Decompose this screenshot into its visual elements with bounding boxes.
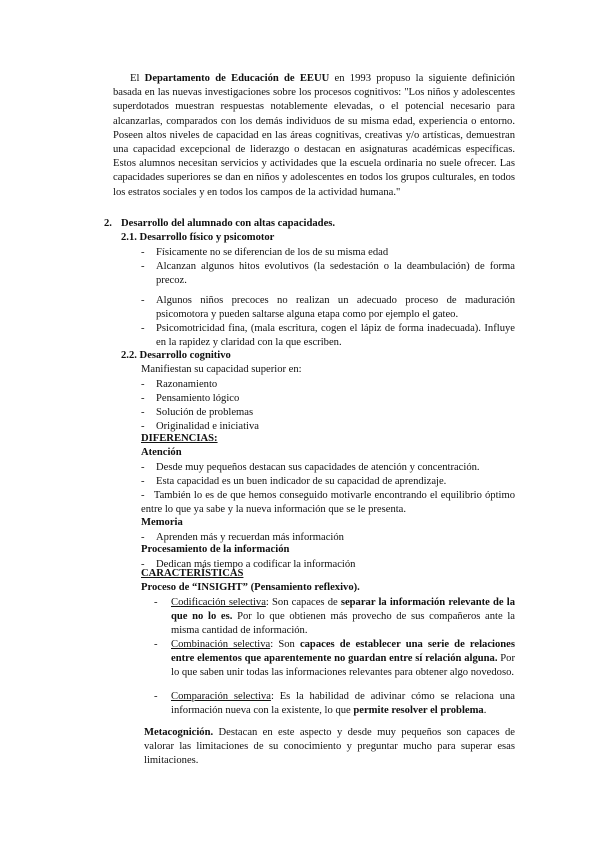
item-text: Por lo que obtienen más provecho de sus compañeros ante la misma cantidad de información. — [171, 610, 515, 636]
section-title: Desarrollo del alumnado con altas capacidades. — [121, 218, 336, 229]
item-bold-text: capaces de establecer una serie de relaciones entre elementos que aparentemente no guardan entre sí relación alguna. — [171, 639, 515, 664]
dash-bullet: - — [141, 295, 145, 306]
list-item-text: Solución de problemas — [156, 407, 254, 418]
list-item — [141, 294, 515, 322]
list-item — [141, 406, 515, 420]
term-selective-comparison: Comparación selectiva — [171, 691, 271, 702]
memory-heading: Memoria — [141, 517, 183, 528]
intro-text-body: en 1993 propuso la siguiente definición basada en las nuevas investigaciones sobre los procesos cognitivos: "Los niños y adolescentes superdotados muestran respuestas notablemente elevadas, o el potencial necesario para alcanzarlas, comparados con los demás individuos de su misma edad, experiencia o entorno. Poseen altos niveles de capacidad en las áreas cognitivas, creativas y/o artísticas, demuestran una capacidad excepcional de liderazgo o destacan en asignaturas académicas específicas. Estos alumnos necesitan servicios y actividades que la escuela ordinaria no suele ofrecer. Las capacidades superiores se dan en niños y adolescentes en todos los grupos culturales, en todos los estratos sociales y en todos los campos de la actividad humana." — [113, 73, 515, 198]
attention-heading: Atención — [141, 447, 182, 458]
dash-bullet: - — [154, 639, 158, 650]
list-item-text: Alcanzan algunos hitos evolutivos (la sedestación o la deambulación) de forma precoz. — [156, 261, 515, 286]
list-item-text: Originalidad e iniciativa — [156, 421, 259, 432]
list-item — [141, 489, 515, 517]
subsection-2-1-title: 2.1. Desarrollo físico y psicomotor — [121, 232, 275, 243]
insight-heading: Proceso de “INSIGHT” (Pensamiento reflexivo). — [141, 582, 360, 593]
list-item-text: También lo es de que hemos conseguido motivarle encontrando el equilibrio óptimo entre lo que ya sabe y la nueva información que se le presenta. — [141, 490, 516, 515]
dash-bullet: - — [141, 421, 145, 432]
list-item-text: Esta capacidad es un buen indicador de su capacidad de aprendizaje. — [156, 476, 447, 487]
differences-heading: DIFERENCIAS: — [141, 433, 218, 444]
metacognition-text: Destacan en este aspecto y desde muy pequeños son capaces de valorar las limitaciones de su conocimiento y preguntar mucho para superar esas limitaciones. — [144, 727, 515, 767]
metacognition-paragraph — [144, 726, 515, 769]
section-number: 2. — [104, 218, 112, 229]
metacognition-heading: Metacognición. — [144, 727, 214, 738]
dash-bullet: - — [141, 407, 145, 418]
list-item — [154, 596, 515, 637]
list-item — [141, 246, 515, 260]
dash-bullet: - — [141, 393, 145, 404]
list-item — [141, 392, 515, 406]
dash-bullet: - — [141, 462, 145, 473]
item-text: : Es la habilidad de adivinar cómo se relaciona una información nueva con la existente, lo que — [171, 691, 515, 716]
list-item — [141, 260, 515, 288]
list-item — [141, 322, 515, 350]
characteristics-heading: CARACTERÍSTICAS — [141, 568, 244, 579]
item-text: : Son — [270, 639, 300, 650]
list-item-text: Físicamente no se diferencian de los de su misma edad — [156, 247, 389, 258]
dash-bullet: - — [141, 476, 145, 487]
list-item-text: Desde muy pequeños destacan sus capacidades de atención y concentración. — [156, 462, 480, 473]
intro-paragraph — [113, 72, 515, 200]
item-bold-text: permite resolver el problema — [353, 704, 484, 716]
item-bold-text: separar la información relevante de la que no lo es. — [171, 597, 515, 622]
intro-text-start: El — [130, 73, 145, 84]
list-item-text: Psicomotricidad fina, (mala escritura, cogen el lápiz de forma inadecuada). Influye en la rapidez y claridad con la que escriben. — [156, 323, 515, 348]
list-item-text: Algunos niños precoces no realizan un adecuado proceso de maduración psicomotora y pueden saltarse alguna etapa como por ejemplo el gateo. — [156, 295, 515, 320]
list-item-text: Aprenden más y recuerdan más información — [156, 532, 344, 543]
list-item-text: Razonamiento — [156, 379, 218, 390]
dash-bullet: - — [141, 261, 145, 272]
list-item — [154, 690, 515, 718]
list-item — [154, 638, 515, 679]
subsection-2-2-title: 2.2. Desarrollo cognitivo — [121, 350, 231, 361]
list-item — [141, 420, 515, 434]
dash-bullet: - — [141, 490, 145, 501]
item-text: : Son capaces de — [265, 597, 341, 608]
list-item — [141, 531, 515, 545]
dash-bullet: - — [141, 323, 145, 334]
cognitive-intro: Manifiestan su capacidad superior en: — [141, 364, 302, 375]
dash-bullet: - — [154, 597, 158, 608]
processing-heading: Procesamiento de la información — [141, 544, 290, 555]
term-selective-combination: Combinación selectiva — [171, 639, 271, 650]
list-item — [141, 378, 515, 392]
list-item-text: Dedican más tiempo a codificar la información — [156, 559, 356, 570]
list-item-text: Pensamiento lógico — [156, 393, 240, 404]
list-item — [141, 461, 515, 475]
dash-bullet: - — [141, 379, 145, 390]
dash-bullet: - — [141, 532, 145, 543]
dash-bullet: - — [141, 247, 145, 258]
dash-bullet: - — [141, 559, 145, 570]
term-selective-coding: Codificación selectiva — [171, 597, 266, 608]
intro-bold-department: Departamento de Educación de EEUU — [144, 73, 330, 84]
dash-bullet: - — [154, 691, 158, 702]
item-text: . — [483, 704, 487, 716]
item-text: Por lo que saben unir todas las informaciones relevantes para obtener algo novedoso. — [171, 652, 515, 678]
list-item — [141, 475, 515, 489]
